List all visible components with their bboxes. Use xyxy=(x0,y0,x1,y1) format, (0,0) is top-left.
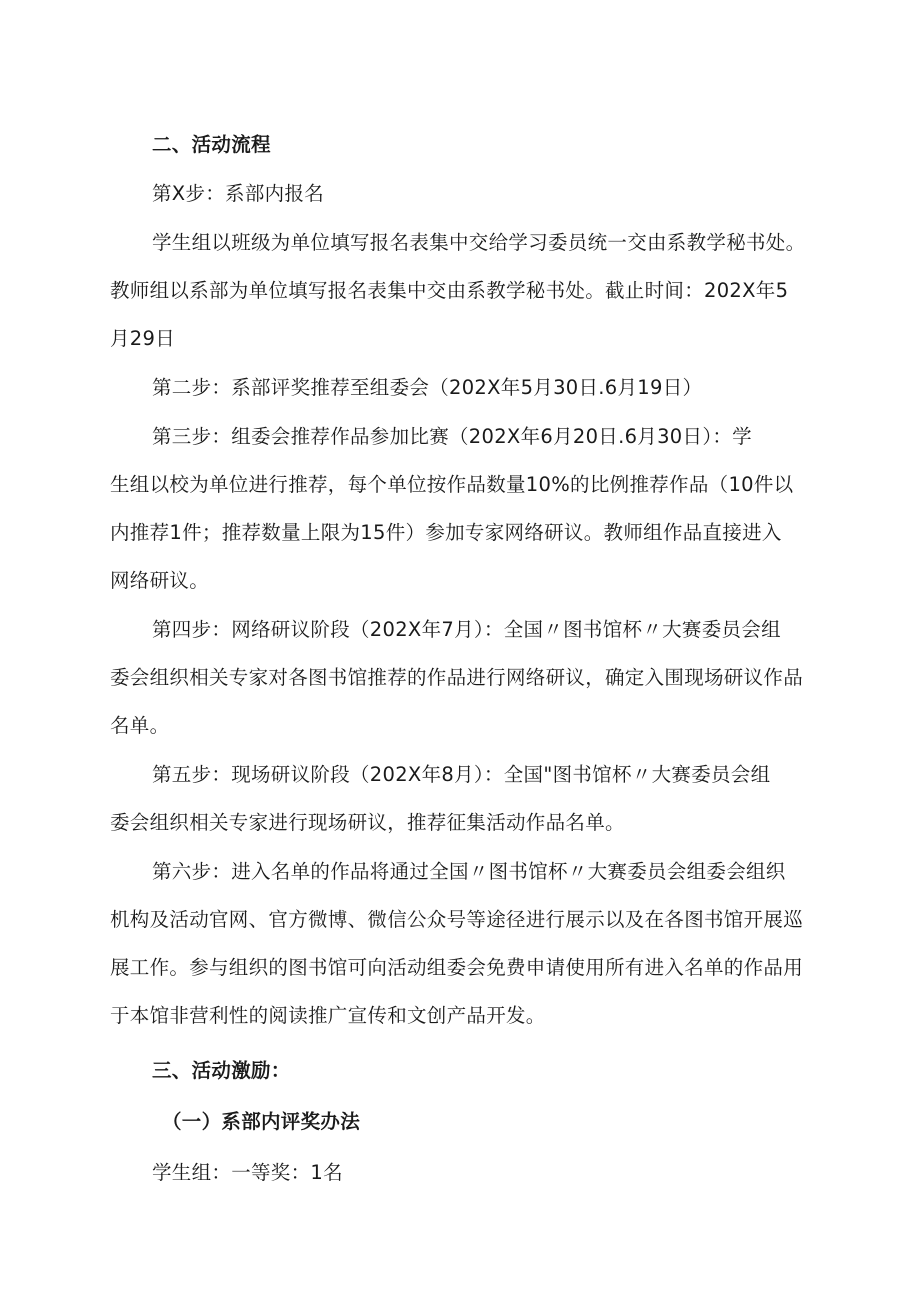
section-3-subheading: （一）系部内评奖办法 xyxy=(162,1110,361,1133)
section-2-heading: 二、活动流程 xyxy=(152,133,271,156)
step-2-paragraph: 第二步：系部评奖推荐至组委会（202X年5月30日.6月19日） xyxy=(152,376,703,399)
step-6-line-3: 展工作。参与组织的图书馆可向活动组委会免费申请使用所有进入名单的作品用 xyxy=(110,956,804,979)
step-4-line-2: 委会组织相关专家对各图书馆推荐的作品进行网络研议，确定入围现场研议作品 xyxy=(110,666,804,689)
step-x-body-line-3: 月29日 xyxy=(110,327,176,350)
step-5-line-2: 委会组织相关专家进行现场研议，推荐征集活动作品名单。 xyxy=(110,811,625,834)
step-3-line-1: 第三步：组委会推荐作品参加比赛（202X年6月20日.6月30日）：学 xyxy=(152,425,752,448)
step-5-line-1: 第五步：现场研议阶段（202X年8月）：全国"图书馆杯〃大赛委员会组 xyxy=(152,763,771,786)
student-award-line: 学生组：一等奖：1名 xyxy=(152,1161,343,1184)
step-6-line-1: 第六步：进入名单的作品将通过全国〃图书馆杯〃大赛委员会组委会组织 xyxy=(152,860,786,883)
step-x-body-line-2: 教师组以系部为单位填写报名表集中交由系教学秘书处。截止时间：202X年5 xyxy=(110,279,789,302)
step-4-line-3: 名单。 xyxy=(110,714,170,737)
step-6-line-2: 机构及活动官网、官方微博、微信公众号等途径进行展示以及在各图书馆开展巡 xyxy=(110,908,804,931)
step-3-line-2: 生组以校为单位进行推荐，每个单位按作品数量10%的比例推荐作品（10件以 xyxy=(110,473,794,496)
step-3-line-4: 网络研议。 xyxy=(110,569,210,592)
step-x-body-line-1: 学生组以班级为单位填写报名表集中交给学习委员统一交由系教学秘书处。 xyxy=(152,231,806,254)
section-3-heading: 三、活动激励： xyxy=(152,1059,291,1082)
step-6-line-4: 于本馆非营利性的阅读推广宣传和文创产品开发。 xyxy=(110,1004,546,1027)
step-x-title: 第X步：系部内报名 xyxy=(152,182,325,205)
step-3-line-3: 内推荐1件；推荐数量上限为15件）参加专家网络研议。教师组作品直接进入 xyxy=(110,521,782,544)
step-4-line-1: 第四步：网络研议阶段（202X年7月）：全国〃图书馆杯〃大赛委员会组 xyxy=(152,618,781,641)
